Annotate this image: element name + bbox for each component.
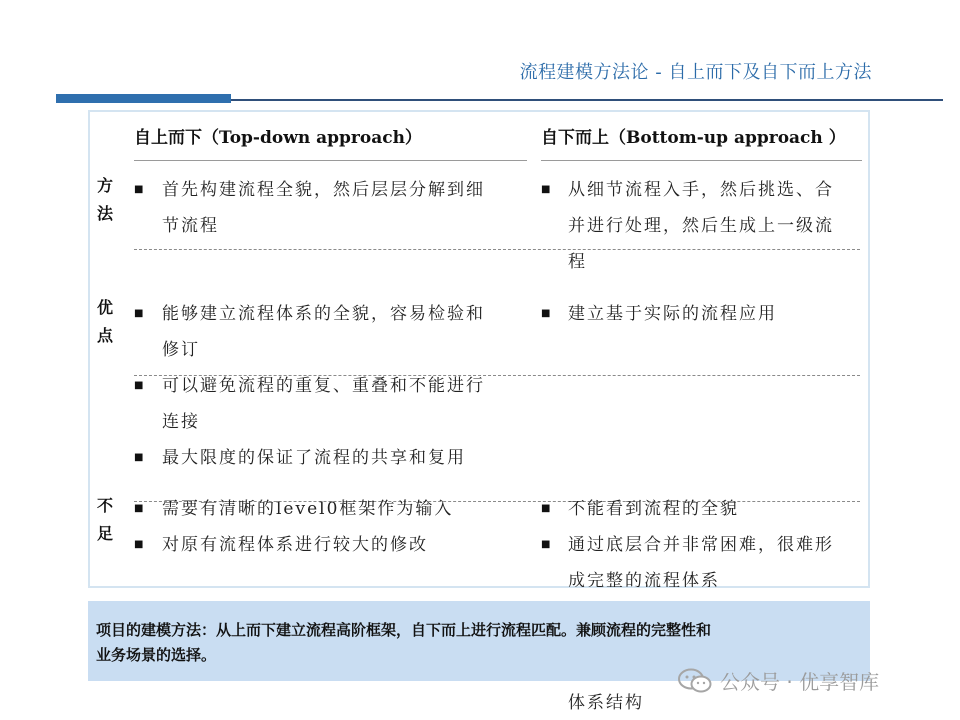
- shortcoming-top-down-2: 对原有流程体系进行较大的修改: [162, 535, 428, 555]
- summary-box: 项目的建模方法：从上而下建立流程高阶框架，自下而上进行流程匹配。兼顾流程的完整性和 业务场景的选择。: [88, 601, 870, 681]
- bullet: ■: [134, 539, 144, 550]
- header-rule-left: [134, 160, 527, 161]
- advantage-top-down-1: 能够建立流程体系的全貌，容易检验和 修订: [162, 304, 485, 360]
- row-label-shortcoming: 不 足: [97, 496, 114, 543]
- bullet: ■: [541, 184, 551, 195]
- row-label-advantage: 优 点: [97, 298, 114, 345]
- title-underline: [231, 99, 943, 101]
- shortcoming-top-down-1: 需要有清晰的level0框架作为输入: [162, 499, 454, 519]
- advantage-top-down-2: 可以避免流程的重复、重叠和不能进行 连接: [162, 376, 485, 432]
- watermark: [678, 666, 879, 695]
- shortcoming-bottom-up-2: 通过底层合并非常困难，很难形 成完整的流程体系: [568, 535, 834, 587]
- slide-title: 流程建模方法论 - 自上而下及自下而上方法: [519, 62, 872, 83]
- header-top-down: 自上而下（Top-down approach）: [134, 128, 422, 148]
- watermark-text: 公众号 · 优享智库: [720, 670, 880, 694]
- shortcoming-bottom-up-1: 不能看到流程的全貌: [568, 499, 739, 519]
- overflow-text: 体系结构: [568, 693, 644, 713]
- bullet: ■: [541, 308, 551, 319]
- advantage-top-down-3: 最大限度的保证了流程的共享和复用: [162, 448, 466, 468]
- header-rule-right: [541, 160, 862, 161]
- row-label-method: 方 法: [97, 176, 114, 223]
- bullet: ■: [541, 503, 551, 514]
- bullet: ■: [134, 380, 144, 391]
- method-top-down: 首先构建流程全貌，然后层层分解到细 节流程: [162, 180, 485, 236]
- bullet: ■: [134, 308, 144, 319]
- bullet: ■: [134, 452, 144, 463]
- method-bottom-up: 从细节流程入手，然后挑选、合 并进行处理，然后生成上一级流 程: [568, 180, 834, 272]
- bullet: ■: [134, 184, 144, 195]
- title-accent-bar: [56, 94, 231, 103]
- advantage-bottom-up-1: 建立基于实际的流程应用: [568, 304, 777, 324]
- bullet: ■: [134, 503, 144, 514]
- header-bottom-up: 自下而上（Bottom-up approach ）: [541, 128, 846, 148]
- wechat-icon: [678, 668, 712, 694]
- bullet: ■: [541, 539, 551, 550]
